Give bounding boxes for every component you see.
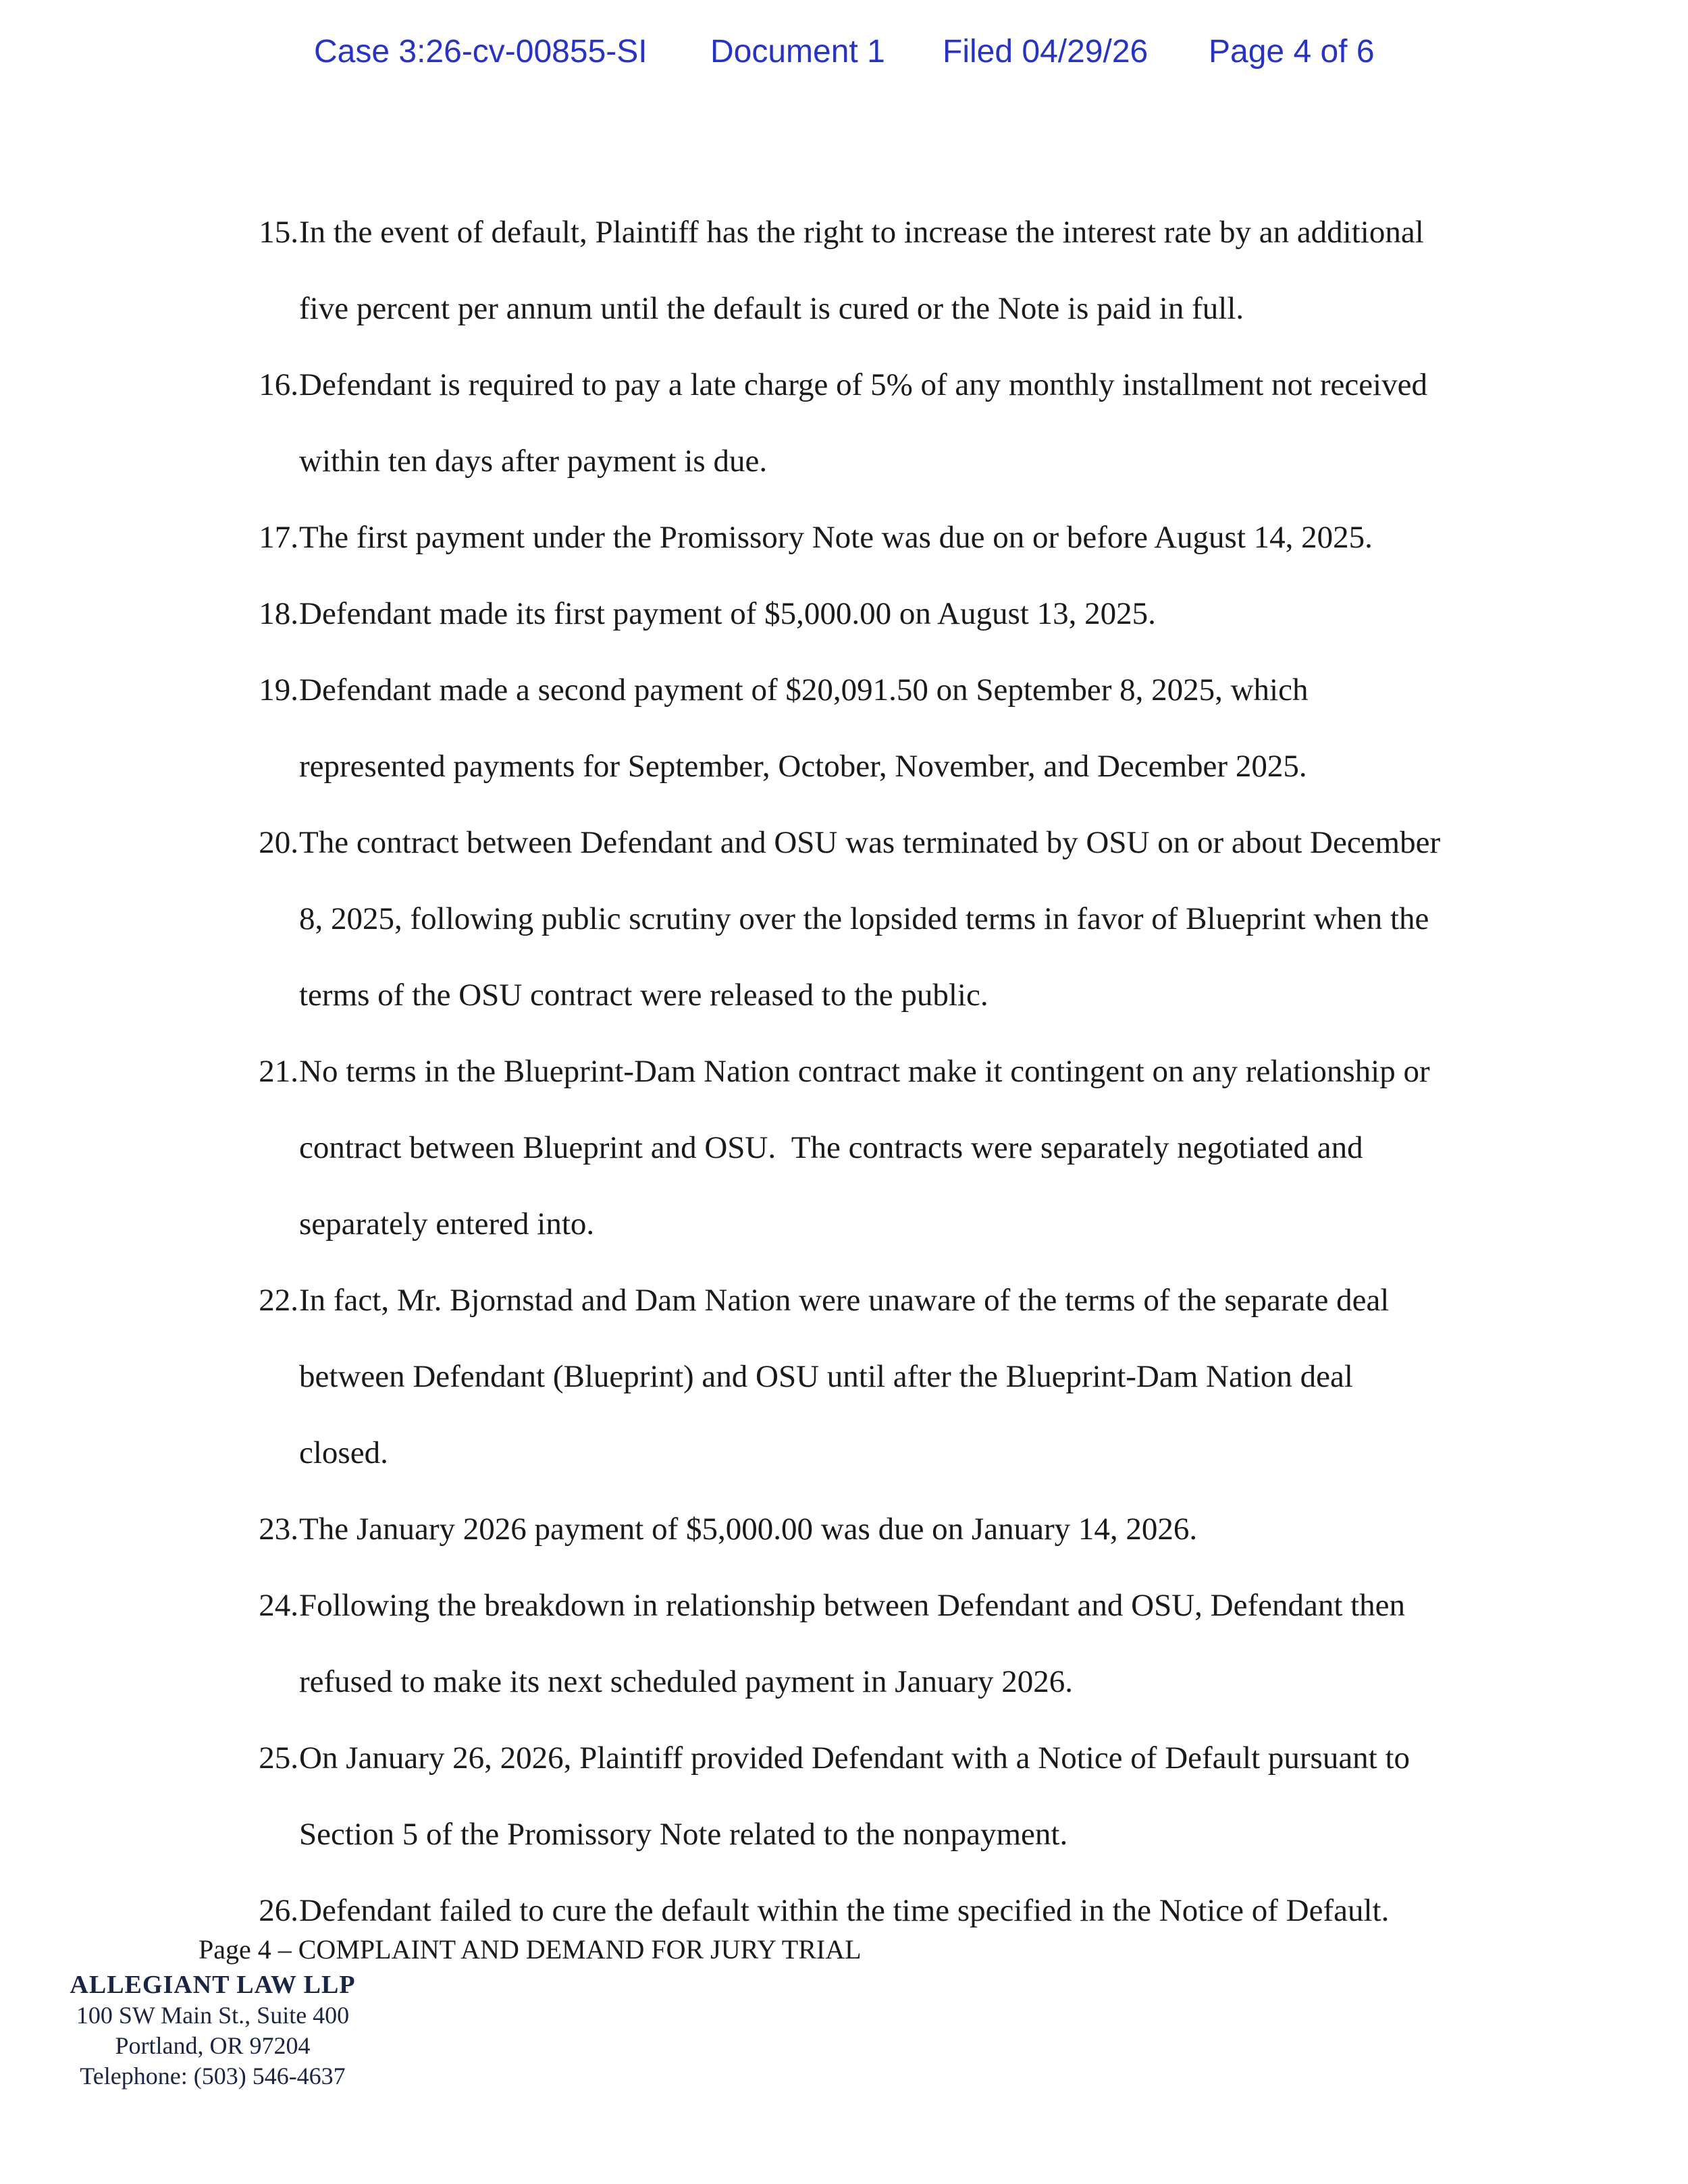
paragraph-25: [0, 1720, 1688, 1873]
paragraph-list: [0, 194, 1688, 1949]
paragraph-line: between Defendant (Blueprint) and OSU until after the Blueprint-Dam Nation deal: [299, 1359, 1353, 1394]
firm-name: ALLEGIANT LAW LLP: [70, 1971, 356, 1999]
paragraph-line: The first payment under the Promissory Note was due on or before August 14, 2025.: [299, 520, 1373, 555]
paragraph-line: Defendant made its first payment of $5,000.00 on August 13, 2025.: [299, 596, 1156, 631]
paragraph-line: On January 26, 2026, Plaintiff provided Defendant with a Notice of Default pursuant to: [299, 1740, 1410, 1776]
footer-page-title: Page 4 – COMPLAINT AND DEMAND FOR JURY TRIAL: [199, 1934, 862, 1965]
paragraph-line: refused to make its next scheduled payment in January 2026.: [299, 1664, 1073, 1699]
paragraph-number: 20.: [259, 825, 298, 860]
paragraph-line: contract between Blueprint and OSU. The contracts were separately negotiated and: [299, 1130, 1363, 1165]
paragraph-number: 26.: [259, 1893, 298, 1928]
document-number: Document 1: [710, 34, 885, 70]
filed-date: Filed 04/29/26: [943, 34, 1149, 70]
paragraph-19: [0, 652, 1688, 805]
paragraph-15: [0, 194, 1688, 347]
paragraph-line: Defendant is required to pay a late charge of 5% of any monthly installment not received: [299, 367, 1427, 402]
firm-address-line1: 100 SW Main St., Suite 400: [76, 2002, 350, 2029]
paragraph-line: terms of the OSU contract were released to the public.: [299, 978, 988, 1013]
case-header: [0, 28, 1688, 76]
paragraph-line: In the event of default, Plaintiff has the right to increase the interest rate by an additional: [299, 215, 1424, 250]
paragraph-number: 17.: [259, 520, 298, 555]
paragraph-16: [0, 347, 1688, 500]
paragraph-22: [0, 1262, 1688, 1491]
paragraph-line: No terms in the Blueprint-Dam Nation contract make it contingent on any relationship or: [299, 1054, 1430, 1089]
paragraph-20: [0, 805, 1688, 1034]
paragraph-number: 21.: [259, 1054, 298, 1089]
paragraph-line: within ten days after payment is due.: [299, 444, 768, 479]
paragraph-number: 25.: [259, 1740, 298, 1776]
paragraph-line: 8, 2025, following public scrutiny over the lopsided terms in favor of Blueprint when the: [299, 901, 1429, 936]
paragraph-number: 24.: [259, 1588, 298, 1623]
case-number: Case 3:26-cv-00855-SI: [314, 34, 648, 70]
paragraph-17: [0, 500, 1688, 576]
paragraph-number: 23.: [259, 1512, 298, 1547]
paragraph-line: separately entered into.: [299, 1206, 595, 1242]
paragraph-number: 16.: [259, 367, 298, 402]
paragraph-line: Section 5 of the Promissory Note related to the nonpayment.: [299, 1817, 1068, 1852]
paragraph-line: represented payments for September, October, November, and December 2025.: [299, 749, 1307, 784]
paragraph-number: 18.: [259, 596, 298, 631]
paragraph-23: [0, 1491, 1688, 1568]
paragraph-24: [0, 1568, 1688, 1720]
firm-address-line2: Portland, OR 97204: [115, 2032, 311, 2059]
paragraph-18: [0, 576, 1688, 652]
firm-telephone: Telephone: (503) 546-4637: [80, 2062, 346, 2089]
paragraph-line: The contract between Defendant and OSU was terminated by OSU on or about December: [299, 825, 1441, 860]
firm-block: [0, 1970, 1688, 2092]
paragraph-number: 19.: [259, 672, 298, 708]
paragraph-line: The January 2026 payment of $5,000.00 was due on January 14, 2026.: [299, 1512, 1198, 1547]
paragraph-line: Defendant made a second payment of $20,091.50 on September 8, 2025, which: [299, 672, 1309, 708]
paragraph-line: Following the breakdown in relationship between Defendant and OSU, Defendant then: [299, 1588, 1406, 1623]
paragraph-number: 22.: [259, 1283, 298, 1318]
paragraph-21: [0, 1034, 1688, 1262]
page-indicator: Page 4 of 6: [1209, 34, 1375, 70]
paragraph-line: five percent per annum until the default is cured or the Note is paid in full.: [299, 291, 1244, 326]
paragraph-line: In fact, Mr. Bjornstad and Dam Nation were unaware of the terms of the separate deal: [299, 1283, 1390, 1318]
paragraph-number: 15.: [259, 215, 298, 250]
paragraph-line: closed.: [299, 1435, 388, 1470]
paragraph-line: Defendant failed to cure the default within the time specified in the Notice of Default.: [299, 1893, 1390, 1928]
